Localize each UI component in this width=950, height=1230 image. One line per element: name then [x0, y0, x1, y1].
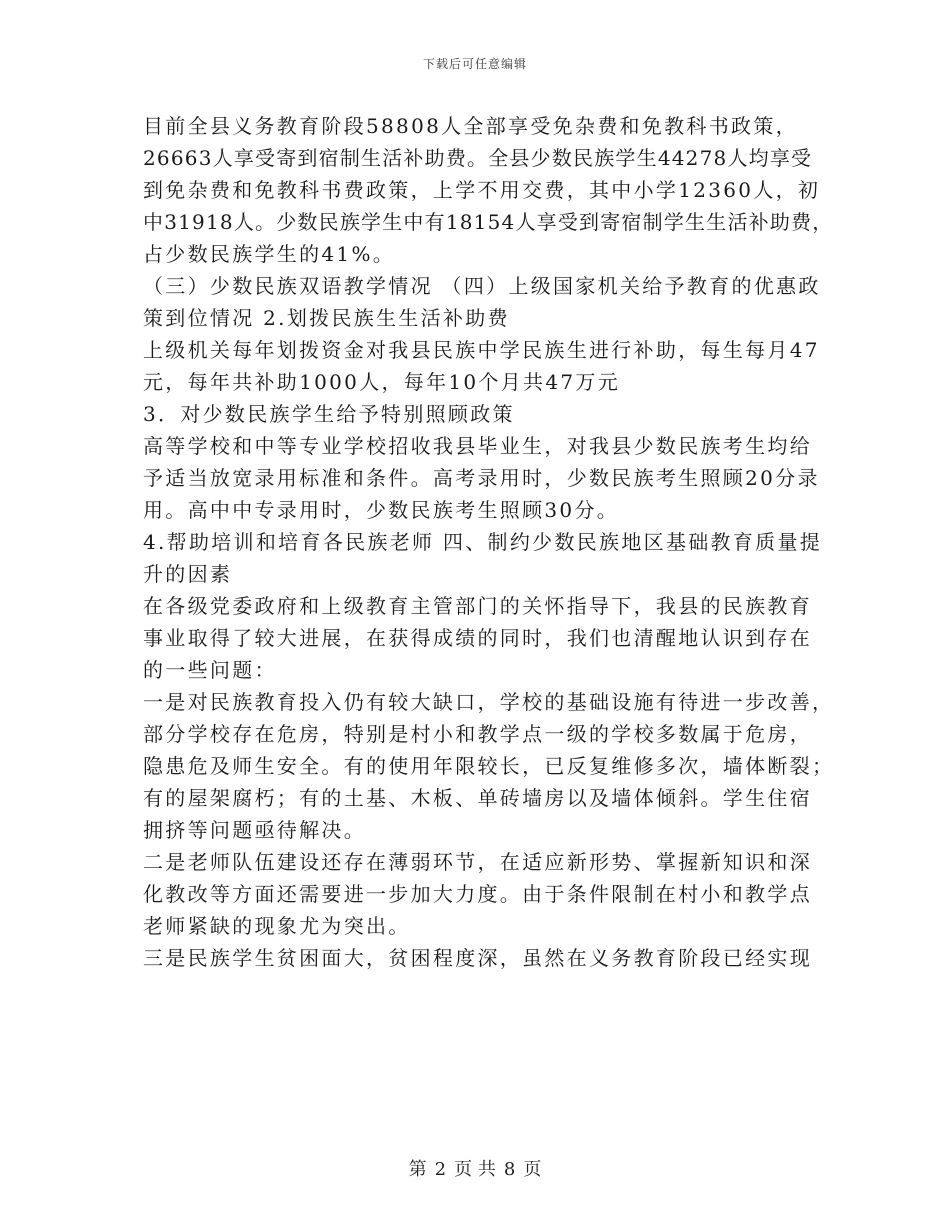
- body-line: 二是老师队伍建设还存在薄弱环节，在适应新形势、掌握新知识和深: [143, 850, 812, 874]
- section-heading-line: 策到位情况 2.划拨民族生生活补助费: [143, 306, 510, 330]
- body-line: 元，每年共补助1000人，每年10个月共47万元: [143, 370, 620, 394]
- body-line: 上级机关每年划拨资金对我县民族中学民族生进行补助，每生每月47: [143, 338, 820, 362]
- body-line: 拥挤等问题亟待解决。: [143, 818, 366, 842]
- page-number-suffix: 页: [523, 1159, 542, 1180]
- section-heading-line: （三）少数民族双语教学情况 （四）上级国家机关给予教育的优惠政: [143, 274, 821, 298]
- page-header: 下载后可任意编辑: [422, 57, 527, 71]
- body-line: 到免杂费和免教科书费政策，上学不用交费，其中小学12360人，初: [143, 178, 821, 202]
- body-line: 高等学校和中等专业学校招收我县毕业生，对我县少数民族考生均给: [143, 434, 812, 458]
- document-body: [143, 110, 835, 974]
- total-pages-number: 8: [503, 1159, 516, 1180]
- body-line: 予适当放宽录用标准和条件。高考录用时，少数民族考生照顾20分录: [143, 466, 820, 490]
- page-number-prefix: 第: [408, 1159, 427, 1180]
- body-line: 化教改等方面还需要进一步加大力度。由于条件限制在村小和教学点: [143, 882, 812, 906]
- current-page-number: 2: [434, 1159, 447, 1180]
- section-heading-line: 升的因素: [143, 562, 233, 586]
- section-heading-line: 3．对少数民族学生给予特别照顾政策: [143, 402, 515, 426]
- body-line: 老师紧缺的现象尤为突出。: [143, 914, 411, 938]
- body-line: 三是民族学生贫困面大，贫困程度深，虽然在义务教育阶段已经实现: [143, 946, 812, 970]
- body-line: 占少数民族学生的41%。: [143, 242, 396, 266]
- body-line: 在各级党委政府和上级教育主管部门的关怀指导下，我县的民族教育: [143, 594, 812, 618]
- body-line: 目前全县义务教育阶段58808人全部享受免杂费和免教科书政策，: [143, 114, 798, 138]
- body-line: 有的屋架腐朽；有的土基、木板、单砖墙房以及墙体倾斜。学生住宿: [143, 786, 812, 810]
- body-line: 的一些问题：: [143, 658, 277, 682]
- body-line: 部分学校存在危房，特别是村小和教学点一级的学校多数属于危房，: [143, 722, 812, 746]
- page-footer: [0, 1155, 950, 1181]
- section-heading-line: 4.帮助培训和培育各民族老师 四、制约少数民族地区基础教育质量提: [143, 530, 823, 554]
- body-line: 26663人享受寄到宿制生活补助费。全县少数民族学生44278人均享受: [143, 146, 813, 170]
- page-number-middle: 页 共: [454, 1159, 496, 1180]
- body-line: 中31918人。少数民族学生中有18154人享受到寄宿制学生生活补助费，: [143, 210, 834, 234]
- body-line: 用。高中中专录用时，少数民族考生照顾30分。: [143, 498, 620, 522]
- body-line: 事业取得了较大进展，在获得成绩的同时，我们也清醒地认识到存在: [143, 626, 812, 650]
- body-line: 一是对民族教育投入仍有较大缺口，学校的基础设施有待进一步改善，: [143, 690, 835, 714]
- body-line: 隐患危及师生安全。有的使用年限较长，已反复维修多次，墙体断裂；: [143, 754, 835, 778]
